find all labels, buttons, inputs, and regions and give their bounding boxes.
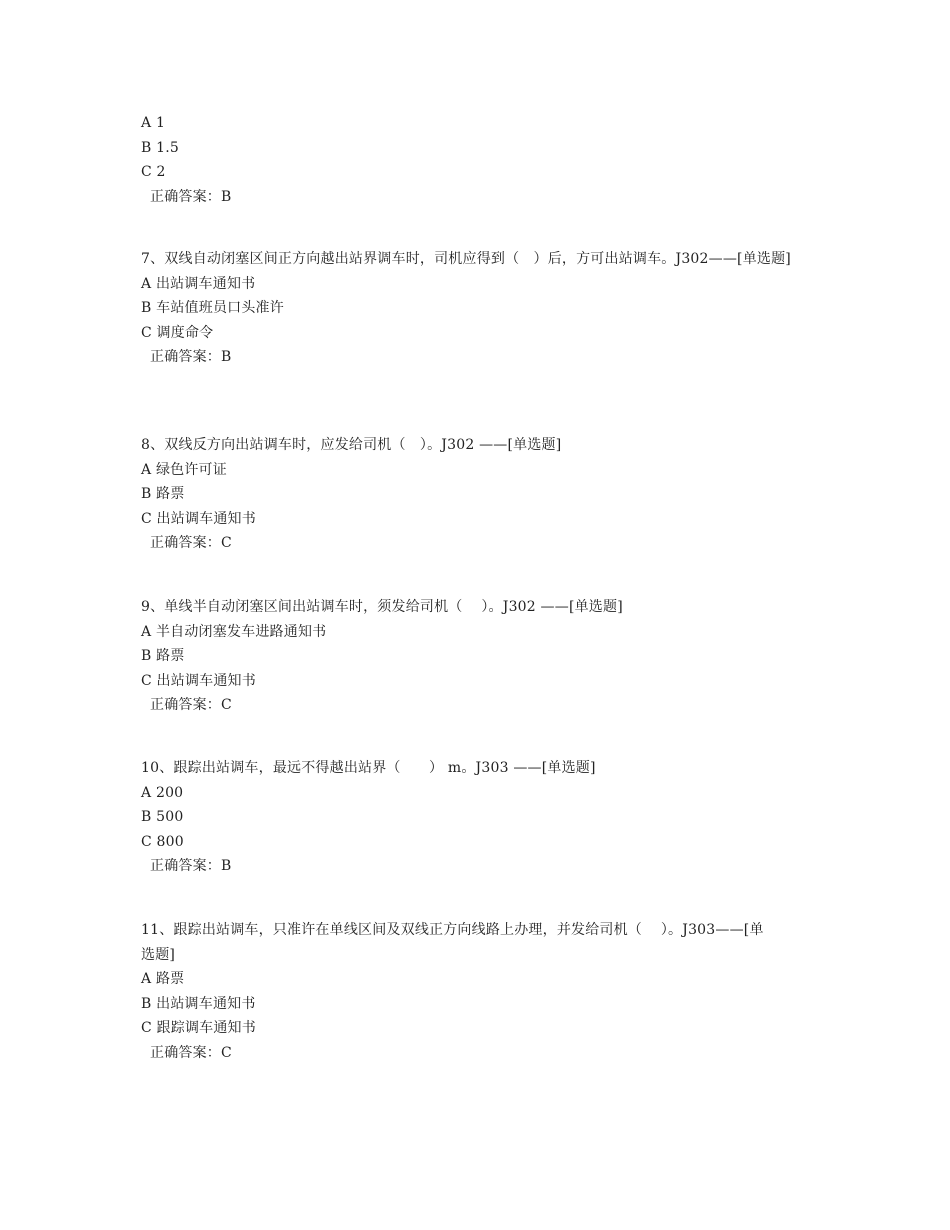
correct-answer: 正确答案：B <box>150 858 232 874</box>
option-a: A 出站调车通知书 <box>141 275 256 292</box>
option-a: A 1 <box>141 115 166 131</box>
question-stem: 10、跟踪出站调车，最远不得越出站界（ ） m。J303 ——[单选题] <box>141 760 596 776</box>
option-c: C 800 <box>141 833 184 850</box>
option-a: A 半自动闭塞发车进路通知书 <box>141 623 327 640</box>
option-c: C 调度命令 <box>141 324 214 341</box>
correct-answer: 正确答案：C <box>150 1044 232 1061</box>
question-9-block <box>141 595 831 718</box>
option-c: C 2 <box>141 164 166 180</box>
question-stem: 8、双线反方向出站调车时，应发给司机（ ）。J302 ——[单选题] <box>141 437 562 453</box>
option-b: B 路票 <box>141 486 185 502</box>
correct-answer: 正确答案：B <box>150 188 232 205</box>
option-c: C 出站调车通知书 <box>141 672 256 689</box>
option-b: B 1.5 <box>141 139 180 156</box>
correct-answer: 正确答案：B <box>150 349 232 365</box>
question-7-block <box>141 247 813 370</box>
question-11-block <box>141 918 773 1065</box>
question-8-block <box>141 433 831 556</box>
option-a: A 路票 <box>141 971 185 987</box>
question-stem: 7、双线自动闭塞区间正方向越出站界调车时，司机应得到（ ）后，方可出站调车。J302——[单选题] <box>141 251 791 267</box>
question-10-block <box>141 756 831 879</box>
option-b: B 车站值班员口头准许 <box>141 300 284 316</box>
option-b: B 路票 <box>141 648 185 664</box>
option-b: B 出站调车通知书 <box>141 995 256 1012</box>
option-c: C 跟踪调车通知书 <box>141 1020 256 1036</box>
option-b: B 500 <box>141 809 184 825</box>
option-a: A 绿色许可证 <box>141 461 227 478</box>
question-stem: 11、跟踪出站调车，只准许在单线区间及双线正方向线路上办理，并发给司机（ ）。J303——[单选题] <box>141 922 764 963</box>
question-stem: 9、单线半自动闭塞区间出站调车时，须发给司机（ ）。J302 ——[单选题] <box>141 599 623 615</box>
option-a: A 200 <box>141 784 184 801</box>
option-c: C 出站调车通知书 <box>141 510 256 527</box>
correct-answer: 正确答案：C <box>150 535 232 551</box>
correct-answer: 正确答案：C <box>150 697 232 713</box>
question-6-block <box>141 111 831 209</box>
